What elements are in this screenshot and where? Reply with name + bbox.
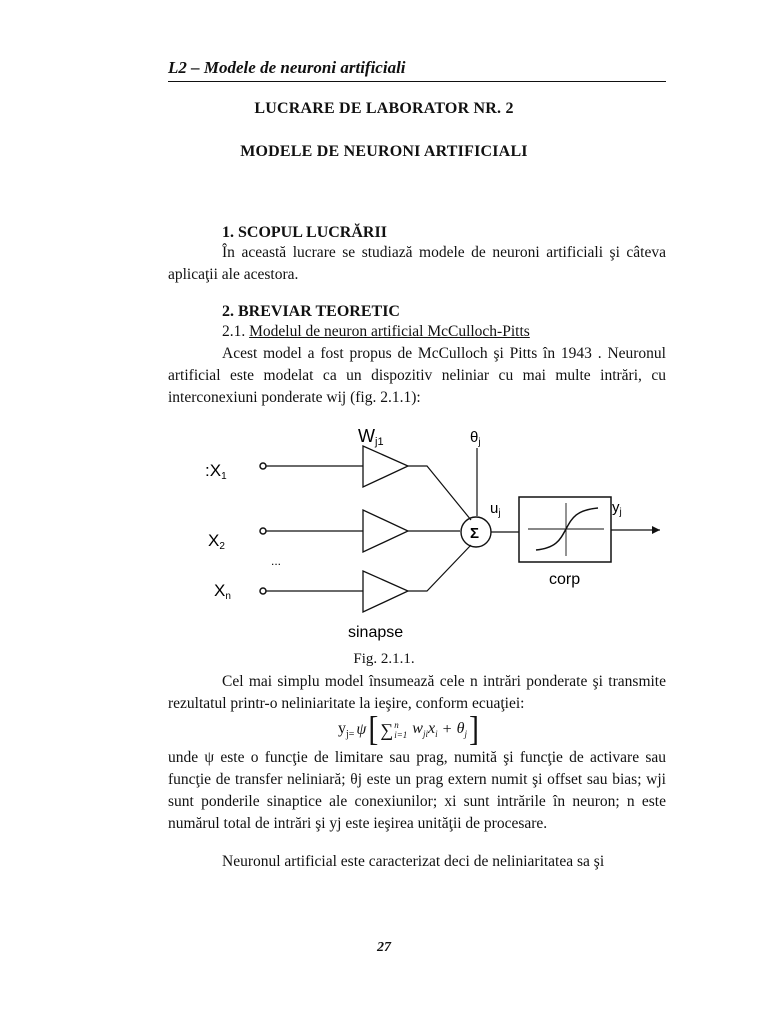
- running-header: L2 – Modele de neuroni artificiali: [168, 58, 666, 82]
- equation: $y_{j=}$ ψ [ ∑ n i=1 $w_{ji}x_i$ + $\theta_j$ ]: [338, 710, 479, 749]
- synapses-label: sinapse: [348, 624, 404, 641]
- topic-title: MODELE DE NEURONI ARTIFICIALI: [240, 143, 528, 160]
- page-number: 27: [377, 940, 391, 955]
- input-terminal-n: [260, 588, 266, 594]
- subsection-title: Modelul de neuron artificial McCulloch-Pitts: [249, 323, 530, 340]
- subsection-2-1-title: [222, 321, 666, 343]
- figure-caption: Fig. 2.1.1.: [353, 651, 415, 667]
- sum-output-label: $u_j$: [490, 500, 501, 519]
- weight-label: Wj1: [358, 426, 384, 448]
- input-1-label: :X1: [205, 461, 227, 482]
- section-1-text: În această lucrare se studiază modele de neuroni artificiali şi câteva aplicaţii ale acestora.: [168, 244, 666, 283]
- ellipsis-label: ...: [271, 554, 282, 568]
- section-2-paragraph-1: Acest model a fost propus de McCulloch şi Pitts în 1943 . Neuronul artificial este modelat ca un dispozitiv neliniar cu mai multe intrări, cu interconexiuni ponderate wij (fig. 2.1.1):: [168, 345, 666, 406]
- lab-title: LUCRARE DE LABORATOR NR. 2: [254, 100, 514, 117]
- input-n-label: Xn: [214, 581, 231, 602]
- section-2-heading: 2. BREVIAR TEORETIC: [222, 303, 400, 320]
- input-terminal-2: [260, 528, 266, 534]
- body-label: corp: [549, 571, 581, 588]
- input-2-label: X2: [208, 531, 225, 552]
- eq-psi: ψ: [356, 721, 367, 738]
- output-label: $y_j$: [612, 499, 622, 518]
- eq-lhs: $y_{j=}$: [338, 719, 355, 741]
- eq-theta: $\theta_j$: [456, 720, 467, 740]
- threshold-label: $\theta_j$: [470, 429, 481, 448]
- input-terminal-1: [260, 463, 266, 469]
- paragraph-4: Neuronul artificial este caracterizat deci de neliniaritatea sa şi: [222, 853, 605, 870]
- sigma-symbol: Σ: [470, 525, 480, 542]
- neuron-diagram: [190, 418, 670, 648]
- synapse-amplifier-n: [363, 571, 408, 612]
- synapse-amplifier-1: [363, 446, 408, 487]
- section-1-heading: 1. SCOPUL LUCRĂRII: [222, 224, 387, 241]
- synapse-amplifier-2: [363, 510, 408, 552]
- subsection-number: 2.1.: [222, 323, 250, 340]
- paragraph-2: Cel mai simplu model însumează cele n intrări ponderate şi transmite rezultatul printr-o neliniaritate la ieşire, conform ecuaţiei:: [168, 673, 666, 712]
- eq-sum: ∑ n i=1: [380, 719, 408, 740]
- paragraph-3: unde ψ este o funcţie de limitare sau prag, numită şi funcţie de activare sau funcţie de transfer neliniară; θj este un prag extern numit şi offset sau bias; wji sunt ponderile sinaptice ale conexiunilor; xi sunt intrările în neuron; n este numărul total de intrări şi yj este ieşirea unităţii de procesare.: [168, 749, 666, 832]
- eq-term: $w_{ji}x_i$: [412, 720, 438, 740]
